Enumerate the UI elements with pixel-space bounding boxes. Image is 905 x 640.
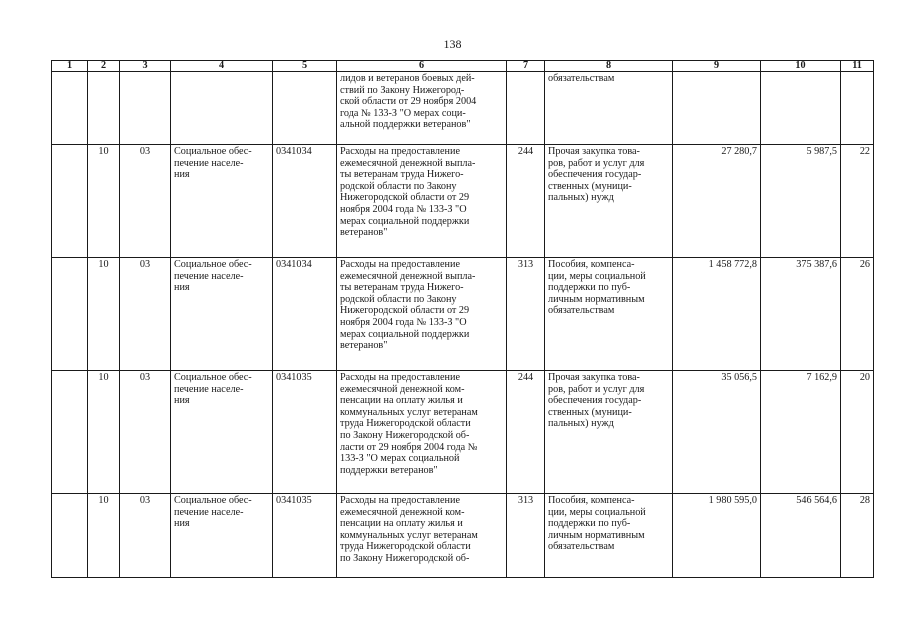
cell-target-code (273, 72, 337, 145)
cell-section: 10 (88, 258, 120, 371)
cell-description: Расходы на предоставление ежемесячной денежной выпла- ты ветеранам труда Нижего- родской области по Закону Нижегородской области от 29 ноября 2004 года № 133-З "О мерах социальной поддержки ветеранов" (337, 258, 507, 371)
column-header: 7 (507, 61, 545, 72)
cell-expense-name: Прочая закупка това- ров, работ и услуг для обеспечения государ- ственных (муници- пальных) нужд (545, 145, 673, 258)
page-number: 138 (443, 37, 462, 51)
cell-expense-code: 244 (507, 145, 545, 258)
cell-amount-10: 5 987,5 (761, 145, 841, 258)
cell-section: 10 (88, 494, 120, 578)
cell-col1 (52, 145, 88, 258)
cell-amount-9: 35 056,5 (673, 371, 761, 494)
table-row (52, 258, 874, 371)
cell-target-code: 0341034 (273, 145, 337, 258)
cell-section-name: Социальное обес- печение населе- ния (171, 145, 273, 258)
cell-amount-9: 1 980 595,0 (673, 494, 761, 578)
cell-section (88, 72, 120, 145)
column-header: 4 (171, 61, 273, 72)
cell-expense-name: Прочая закупка това- ров, работ и услуг для обеспечения государ- ственных (муници- пальных) нужд (545, 371, 673, 494)
cell-section-name: Социальное обес- печение населе- ния (171, 258, 273, 371)
cell-amount-10: 546 564,6 (761, 494, 841, 578)
table-row (52, 145, 874, 258)
cell-amount-10: 375 387,6 (761, 258, 841, 371)
header-row (52, 61, 874, 72)
cell-subsection: 03 (120, 258, 171, 371)
cell-section-name: Социальное обес- печение населе- ния (171, 371, 273, 494)
cell-description: лидов и ветеранов боевых дей- ствий по Закону Нижегород- ской области от 29 ноября 2004 года № 133-З "О мерах соци- альной поддержки ветеранов" (337, 72, 507, 145)
column-header: 10 (761, 61, 841, 72)
column-header: 6 (337, 61, 507, 72)
cell-expense-name: обязательствам (545, 72, 673, 145)
cell-expense-name: Пособия, компенса- ции, меры социальной поддержки по пуб- личным нормативным обязательствам (545, 258, 673, 371)
column-header: 3 (120, 61, 171, 72)
cell-target-code: 0341035 (273, 494, 337, 578)
cell-section: 10 (88, 371, 120, 494)
cell-section-name: Социальное обес- печение населе- ния (171, 494, 273, 578)
cell-expense-code: 244 (507, 371, 545, 494)
column-header: 9 (673, 61, 761, 72)
cell-amount-10: 7 162,9 (761, 371, 841, 494)
cell-expense-code (507, 72, 545, 145)
cell-target-code: 0341034 (273, 258, 337, 371)
cell-expense-name: Пособия, компенса- ции, меры социальной поддержки по пуб- личным нормативным обязательствам (545, 494, 673, 578)
cell-expense-code: 313 (507, 494, 545, 578)
cell-subsection: 03 (120, 494, 171, 578)
cell-subsection: 03 (120, 145, 171, 258)
column-header: 11 (841, 61, 874, 72)
cell-subsection (120, 72, 171, 145)
column-header: 5 (273, 61, 337, 72)
cell-percent: 28 (841, 494, 874, 578)
cell-description: Расходы на предоставление ежемесячной денежной выпла- ты ветеранам труда Нижего- родской области по Закону Нижегородской области от 29 ноября 2004 года № 133-З "О мерах социальной поддержки ветеранов" (337, 145, 507, 258)
cell-col1 (52, 371, 88, 494)
cell-description: Расходы на предоставление ежемесячной денежной ком- пенсации на оплату жилья и коммунальных услуг ветеранам труда Нижегородской области по Закону Нижегородской об- (337, 494, 507, 578)
budget-table (51, 60, 874, 578)
cell-amount-9: 1 458 772,8 (673, 258, 761, 371)
cell-amount-9: 27 280,7 (673, 145, 761, 258)
cell-percent (841, 72, 874, 145)
cell-target-code: 0341035 (273, 371, 337, 494)
cell-description: Расходы на предоставление ежемесячной денежной ком- пенсации на оплату жилья и коммунальных услуг ветеранам труда Нижегородской области по Закону Нижегородской об- ласти от 29 ноября 2004 года № 133-З "О мерах социальной поддержки ветеранов" (337, 371, 507, 494)
cell-expense-code: 313 (507, 258, 545, 371)
cell-percent: 20 (841, 371, 874, 494)
cell-amount-9 (673, 72, 761, 145)
column-header: 2 (88, 61, 120, 72)
table-row (52, 371, 874, 494)
cell-col1 (52, 258, 88, 371)
table-row (52, 72, 874, 145)
cell-amount-10 (761, 72, 841, 145)
cell-subsection: 03 (120, 371, 171, 494)
cell-percent: 26 (841, 258, 874, 371)
cell-section-name (171, 72, 273, 145)
cell-col1 (52, 494, 88, 578)
cell-section: 10 (88, 145, 120, 258)
cell-percent: 22 (841, 145, 874, 258)
table-row (52, 494, 874, 578)
cell-col1 (52, 72, 88, 145)
column-header: 8 (545, 61, 673, 72)
column-header: 1 (52, 61, 88, 72)
